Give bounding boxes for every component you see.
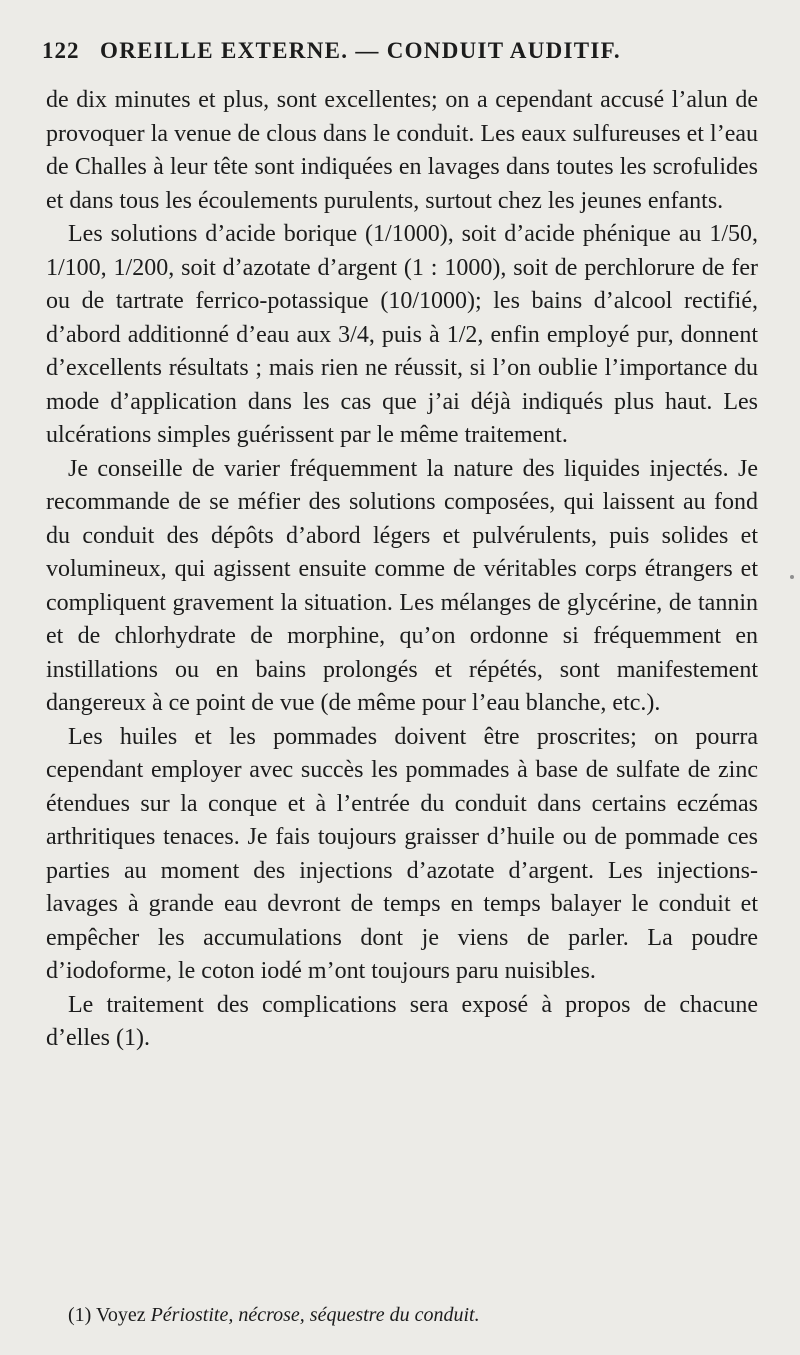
paragraph-2: Les solutions d’acide borique (1/1000), soit d’acide phénique au 1/50, 1/100, 1/200, soit d’azotate d’argent (1 : 1000), soit de perchlorure de fer ou de tartrate ferrico-potassique (10/1000); les bains d’alcool rectifié, d’abord additionné d’eau aux 3/4, puis à 1/2, enfin employé pur, donnent d’excellents résultats ; mais rien ne réussit, si l’on oublie l’importance du mode d’application dans les cas que j’ai déjà indiqués plus haut. Les ulcérations simples guérissent par le même traitement. xyxy=(46,221,758,448)
page-edge-mark xyxy=(790,575,794,579)
paragraph-3: Je conseille de varier fréquemment la nature des liquides injectés. Je recommande de se méfier des solutions composées, qui laissent au fond du conduit des dépôts d’abord légers et pulvérulents, puis solides et volumineux, qui agissent ensuite comme de véritables corps étrangers et compliquent gravement la situation. Les mélanges de glycérine, de tannin et de chlorhydrate de morphine, qu’on ordonne si fréquemment en instillations ou en bains prolongés et répétés, sont manifestement dangereux à ce point de vue (de même pour l’eau blanche, etc.). xyxy=(46,455,758,716)
page-header xyxy=(42,38,758,70)
paragraph-1: de dix minutes et plus, sont excellentes; on a cependant accusé l’alun de provoquer la venue de clous dans le conduit. Les eaux sulfureuses et l’eau de Challes à leur tête sont indiquées en lavages dans toutes les scrofulides et dans tous les écoulements purulents, surtout chez les jeunes enfants. xyxy=(46,87,758,214)
running-title: OREILLE EXTERNE. — CONDUIT AUDITIF. xyxy=(100,38,621,63)
footnote-marker: (1) Voyez xyxy=(68,1304,146,1326)
main-text xyxy=(46,84,758,1056)
paragraph-4: Les huiles et les pommades doivent être proscrites; on pourra cependant employer avec succès les pommades à base de sulfate de zinc étendues sur la conque et à l’entrée du conduit dans certains eczémas arthritiques tenaces. Je fais toujours graisser d’huile ou de pommade ces parties au moment des injections d’azotate d’argent. Les injections-lavages à grande eau devront de temps en temps balayer le conduit et empêcher les accumulations dont je viens de parler. La poudre d’iodoforme, le coton iodé m’ont toujours paru nuisibles. xyxy=(46,723,758,984)
footnote xyxy=(68,1302,758,1328)
page-number: 122 xyxy=(42,38,80,63)
paragraph-5: Le traitement des complications sera exposé à propos de chacune d’elles (1). xyxy=(46,991,758,1051)
footnote-italic-text: Périostite, nécrose, séquestre du conduit. xyxy=(150,1304,480,1326)
